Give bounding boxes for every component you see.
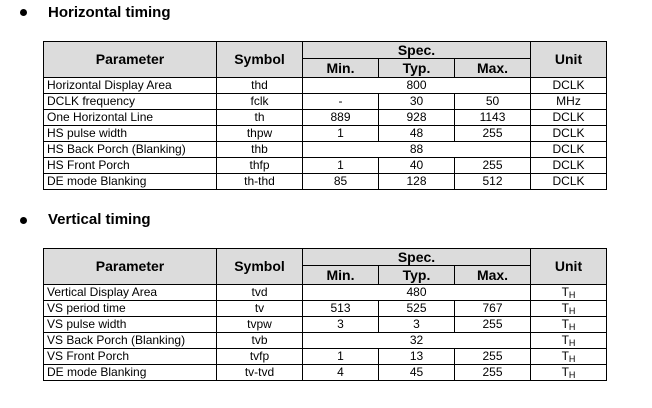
symbol-cell: tv	[217, 301, 303, 317]
parameter-cell: HS pulse width	[44, 126, 217, 142]
parameter-cell: DE mode Blanking	[44, 174, 217, 190]
min-cell: 1	[303, 349, 379, 365]
unit-base: T	[561, 317, 569, 331]
unit-cell: DCLK	[531, 110, 607, 126]
unit-cell: DCLK	[531, 142, 607, 158]
unit-subscript: H	[568, 306, 576, 316]
parameter-cell: VS Back Porch (Blanking)	[44, 333, 217, 349]
table-row	[44, 349, 607, 365]
unit-subscript: H	[568, 322, 576, 332]
max-cell: 1143	[455, 110, 531, 126]
unit-cell	[531, 285, 607, 301]
parameter-cell: HS Front Porch	[44, 158, 217, 174]
header-spec: Spec.	[303, 249, 531, 266]
typ-cell: 525	[379, 301, 455, 317]
typ-cell: 48	[379, 126, 455, 142]
header-unit: Unit	[531, 42, 607, 78]
min-cell: 513	[303, 301, 379, 317]
symbol-cell: tvfp	[217, 349, 303, 365]
horizontal-timing-table	[43, 41, 607, 190]
typ-cell: 45	[379, 365, 455, 381]
typ-cell: 800	[303, 78, 531, 94]
typ-cell: 40	[379, 158, 455, 174]
unit-subscript: H	[568, 338, 576, 348]
parameter-cell: One Horizontal Line	[44, 110, 217, 126]
header-min: Min.	[303, 266, 379, 285]
table-row	[44, 94, 607, 110]
table-row	[44, 317, 607, 333]
typ-cell: 88	[303, 142, 531, 158]
symbol-cell: tvpw	[217, 317, 303, 333]
table-row	[44, 174, 607, 190]
parameter-cell: VS pulse width	[44, 317, 217, 333]
unit-cell: DCLK	[531, 78, 607, 94]
table-row	[44, 158, 607, 174]
unit-cell	[531, 365, 607, 381]
vertical-timing-table	[43, 248, 607, 381]
min-cell: -	[303, 94, 379, 110]
symbol-cell: th	[217, 110, 303, 126]
header-symbol: Symbol	[217, 249, 303, 285]
unit-subscript: H	[568, 370, 576, 380]
symbol-cell: tvb	[217, 333, 303, 349]
table-row	[44, 142, 607, 158]
max-cell: 255	[455, 126, 531, 142]
unit-base: T	[561, 365, 569, 379]
unit-cell: MHz	[531, 94, 607, 110]
max-cell: 255	[455, 349, 531, 365]
typ-cell: 13	[379, 349, 455, 365]
header-typ: Typ.	[379, 266, 455, 285]
typ-cell: 3	[379, 317, 455, 333]
table-row	[44, 285, 607, 301]
parameter-cell: Horizontal Display Area	[44, 78, 217, 94]
table-row	[44, 126, 607, 142]
header-max: Max.	[455, 59, 531, 78]
unit-subscript: H	[568, 290, 576, 300]
min-cell: 85	[303, 174, 379, 190]
table-row	[44, 110, 607, 126]
bullet-icon	[20, 9, 27, 16]
min-cell: 1	[303, 158, 379, 174]
header-max: Max.	[455, 266, 531, 285]
max-cell: 255	[455, 317, 531, 333]
table-row	[44, 333, 607, 349]
min-cell: 1	[303, 126, 379, 142]
parameter-cell: Vertical Display Area	[44, 285, 217, 301]
table-row	[44, 365, 607, 381]
unit-base: T	[561, 285, 569, 299]
symbol-cell: thfp	[217, 158, 303, 174]
vertical-timing-title: Vertical timing	[48, 211, 151, 228]
header-spec: Spec.	[303, 42, 531, 59]
symbol-cell: tvd	[217, 285, 303, 301]
max-cell: 255	[455, 158, 531, 174]
header-parameter: Parameter	[44, 249, 217, 285]
symbol-cell: thpw	[217, 126, 303, 142]
bullet-icon	[20, 217, 27, 224]
unit-cell	[531, 317, 607, 333]
unit-subscript: H	[568, 354, 576, 364]
typ-cell: 928	[379, 110, 455, 126]
unit-cell: DCLK	[531, 126, 607, 142]
max-cell: 50	[455, 94, 531, 110]
header-unit: Unit	[531, 249, 607, 285]
unit-cell: DCLK	[531, 174, 607, 190]
unit-cell: DCLK	[531, 158, 607, 174]
unit-base: T	[561, 349, 569, 363]
min-cell: 889	[303, 110, 379, 126]
typ-cell: 30	[379, 94, 455, 110]
header-symbol: Symbol	[217, 42, 303, 78]
header-min: Min.	[303, 59, 379, 78]
typ-cell: 128	[379, 174, 455, 190]
table-row	[44, 78, 607, 94]
unit-cell	[531, 301, 607, 317]
min-cell: 3	[303, 317, 379, 333]
unit-base: T	[561, 333, 569, 347]
max-cell: 512	[455, 174, 531, 190]
symbol-cell: th-thd	[217, 174, 303, 190]
table-row	[44, 301, 607, 317]
parameter-cell: VS Front Porch	[44, 349, 217, 365]
parameter-cell: VS period time	[44, 301, 217, 317]
horizontal-timing-title: Horizontal timing	[48, 4, 171, 21]
typ-cell: 480	[303, 285, 531, 301]
symbol-cell: thd	[217, 78, 303, 94]
symbol-cell: thb	[217, 142, 303, 158]
typ-cell: 32	[303, 333, 531, 349]
min-cell: 4	[303, 365, 379, 381]
parameter-cell: HS Back Porch (Blanking)	[44, 142, 217, 158]
parameter-cell: DCLK frequency	[44, 94, 217, 110]
unit-cell	[531, 349, 607, 365]
symbol-cell: tv-tvd	[217, 365, 303, 381]
unit-base: T	[561, 301, 569, 315]
unit-cell	[531, 333, 607, 349]
max-cell: 767	[455, 301, 531, 317]
symbol-cell: fclk	[217, 94, 303, 110]
header-parameter: Parameter	[44, 42, 217, 78]
parameter-cell: DE mode Blanking	[44, 365, 217, 381]
max-cell: 255	[455, 365, 531, 381]
header-typ: Typ.	[379, 59, 455, 78]
